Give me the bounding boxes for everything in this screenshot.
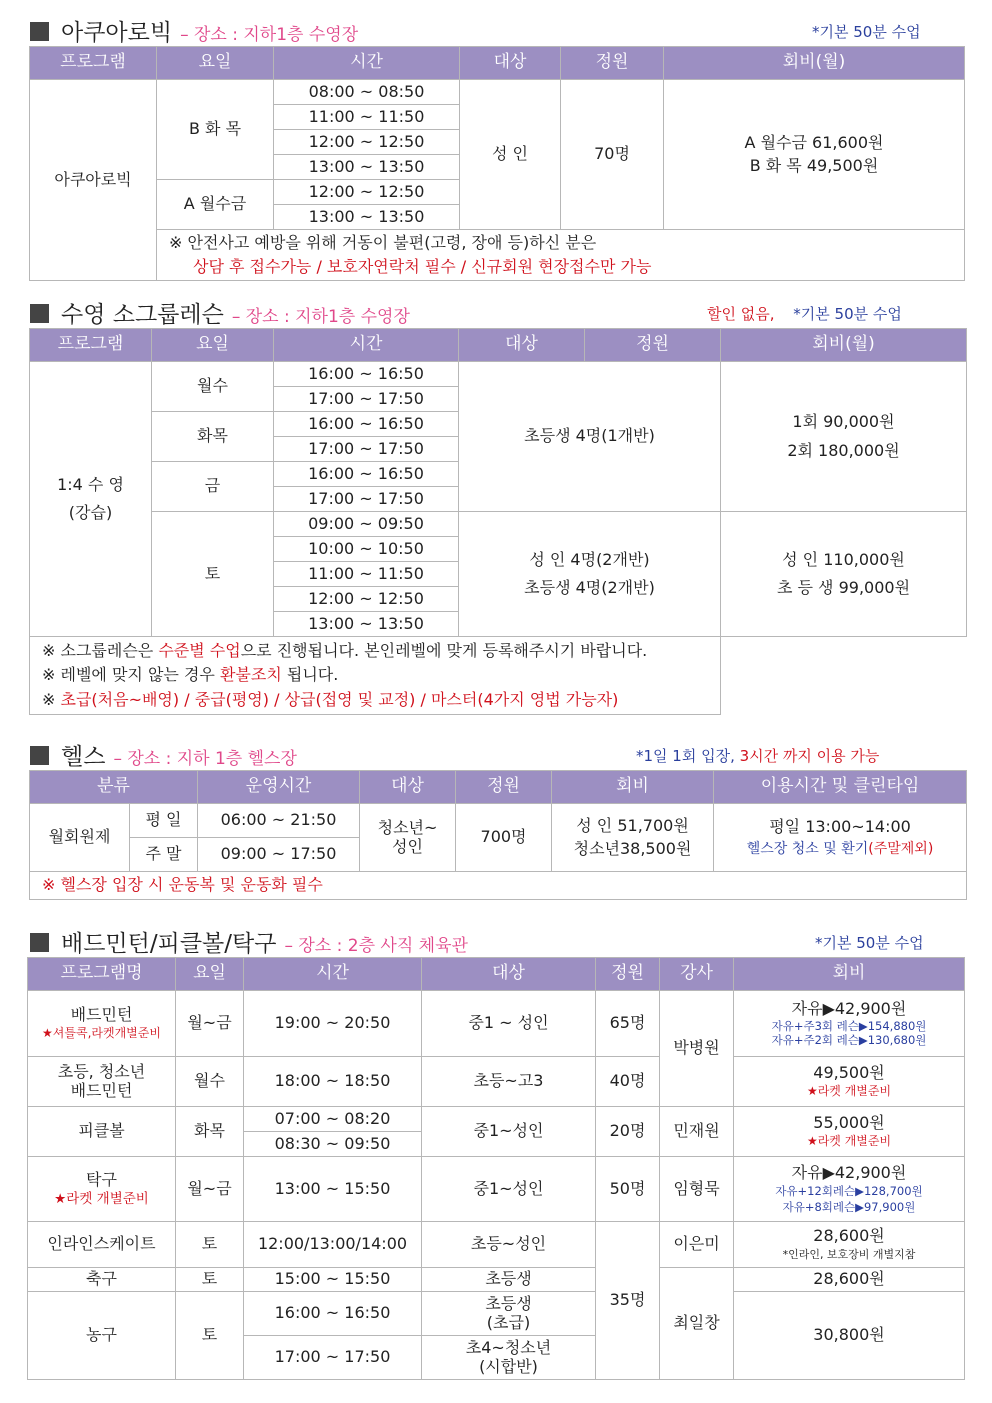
instructor-cell: 민재원 [660,1107,734,1157]
notice-emphasis: 수준별 수업 [158,640,241,660]
header-cell: 요일 [176,958,244,991]
fee-line: 청소년38,500원 [573,839,692,858]
health-notice: ※ 헬스장 입장 시 운동복 및 운동화 필수 [30,872,967,900]
fee-sub: 자유+8회레슨▶97,900원 [782,1199,916,1214]
program-sub: ★셔틀콕,라켓개별준비 [42,1025,161,1040]
clean-text: 헬스장 청소 및 환기 [746,841,869,858]
day-cell: 화목 [176,1107,244,1157]
header-cell: 회비 [552,771,714,804]
fee-line: 성 인 110,000원 [782,549,905,569]
header-cell: 분류 [30,771,198,804]
day-cell: 금 [152,462,274,512]
sports-section-title [30,925,468,958]
time-cell: 10:00 ~ 10:50 [274,537,459,562]
capacity-cell: 35명 [596,1222,660,1380]
program-sub: ★라켓 개별준비 [54,1190,149,1207]
fee-cell [721,512,967,637]
target-line: 초4~청소년 [465,1338,552,1358]
time-cell: 15:00 ~ 15:50 [244,1268,422,1292]
aqua-title: 아쿠아로빅 [61,20,173,46]
fee-line: B 화 목 49,500원 [749,155,879,175]
notice-emphasis: 환불조치 [219,665,282,685]
capacity-cell: 20명 [596,1107,660,1157]
time-cell: 08:00 ~ 08:50 [274,80,460,105]
header-cell: 정원 [585,329,721,362]
fee-cell [721,362,967,512]
notice-line: 상담 후 접수가능 / 보호자연락처 필수 / 신규회원 현장접수만 가능 [193,256,652,276]
time-cell: 13:00 ~ 15:50 [244,1157,422,1222]
fee-cell [664,80,965,230]
header-cell: 대상 [460,47,561,80]
fee-sub: ★라켓 개별준비 [806,1084,892,1099]
square-bullet-icon [30,933,49,952]
time-cell: 17:00 ~ 17:50 [244,1336,422,1380]
fee-cell [734,1157,965,1222]
fee-line: 1회 90,000원 [792,412,895,432]
target-cell: 초등~성인 [422,1222,596,1268]
header-cell: 시간 [244,958,422,991]
square-bullet-icon [30,304,49,323]
target-line: 성 인 4명(2개반) [529,549,650,569]
swim-section-title [30,296,410,329]
fee-cell [734,1222,965,1268]
program-cell: 아쿠아로빅 [30,80,157,281]
fee-sub: 자유+주2회 레슨▶130,680원 [771,1032,927,1047]
fee-sub: 자유+주3회 레슨▶154,880원 [771,1019,927,1034]
target-line: (시합반) [479,1356,538,1376]
program-name: 배드민턴 [70,1005,133,1025]
sports-location: – 장소 : 2층 사직 체육관 [284,936,468,956]
program-cell: 피클볼 [28,1107,176,1157]
day-cell: 월수 [176,1057,244,1107]
program-name: 초등, 청소년 [57,1062,146,1082]
fee-cell: 30,800원 [734,1292,965,1380]
day-cell: 주 말 [130,838,198,872]
header-cell: 프로그램 [30,329,152,362]
clean-line: 평일 13:00~14:00 [769,816,911,836]
notice-text: ※ [42,689,61,709]
notice-line: ※ 안전사고 예방을 위해 거동이 불편(고령, 장애 등)하신 분은 [169,233,597,253]
target-line: 초등생 4명(2개반) [524,578,655,597]
fee-cell [734,1057,965,1107]
day-cell: 토 [152,512,274,637]
header-cell: 운영시간 [198,771,360,804]
header-cell: 요일 [152,329,274,362]
square-bullet-icon [30,22,49,41]
target-cell [459,512,721,637]
day-cell: B 화 목 [157,80,274,180]
notice-text: 으로 진행됩니다. 본인레벨에 맞게 등록해주시기 바랍니다. [240,640,648,660]
fee-sub: 자유+12회레슨▶128,700원 [775,1184,923,1199]
time-cell: 19:00 ~ 20:50 [244,991,422,1057]
header-cell: 회비(월) [664,47,965,80]
header-cell: 시간 [274,329,459,362]
fee-cell [552,804,714,872]
program-cell: 인라인스케이트 [28,1222,176,1268]
target-line: 초등생 [485,1294,532,1314]
capacity-cell: 65명 [596,991,660,1057]
target-cell: 중1~성인 [422,1157,596,1222]
header-cell: 회비(월) [721,329,967,362]
day-cell: 평 일 [130,804,198,838]
time-cell: 12:00 ~ 12:50 [274,130,460,155]
swim-location: – 장소 : 지하1층 수영장 [231,307,410,327]
header-cell: 시간 [274,47,460,80]
time-cell: 12:00 ~ 12:50 [274,180,460,205]
capacity-cell: 40명 [596,1057,660,1107]
time-cell: 11:00 ~ 11:50 [274,105,460,130]
time-cell: 17:00 ~ 17:50 [274,487,459,512]
program-cell: 축구 [28,1268,176,1292]
fee-line: 초 등 생 99,000원 [776,578,911,597]
fee-cell [734,991,965,1057]
swim-table [29,328,967,715]
aqua-table [29,46,965,281]
notice-line [42,691,720,709]
program-line: (강습) [68,503,113,522]
target-cell: 성 인 [460,80,561,230]
swim-class-note: *기본 50분 수업 [793,305,902,323]
target-cell: 초등~고3 [422,1057,596,1107]
program-line: 1:4 수 영 [57,474,124,494]
day-cell: 토 [176,1292,244,1380]
time-cell: 16:00 ~ 16:50 [244,1292,422,1336]
health-note-red: 3시간 까지 이용 가능 [739,747,880,765]
notice-emphasis: 초급(처음~배영) / 중급(평영) / 상급(접영 및 교정) / 마스터(4가지 영법 가능자) [60,689,619,709]
day-cell: 토 [176,1222,244,1268]
header-cell: 대상 [459,329,585,362]
day-cell: 월~금 [176,991,244,1057]
time-cell: 11:00 ~ 11:50 [274,562,459,587]
fee-line: A 월수금 61,600원 [744,133,884,153]
time-cell: 13:00 ~ 13:50 [274,205,460,230]
fee-cell: 28,600원 [734,1268,965,1292]
instructor-cell: 이은미 [660,1222,734,1268]
health-section-title [30,738,297,771]
program-name: 탁구 [86,1169,117,1189]
fee-cell [734,1107,965,1157]
clean-time-cell [714,804,967,872]
sports-title: 배드민턴/피클볼/탁구 [61,931,277,957]
capacity-cell: 70명 [561,80,664,230]
swim-notice [30,637,721,715]
aqua-section-title [30,14,358,47]
notice-text: 됩니다. [281,665,339,685]
header-cell: 프로그램 [30,47,157,80]
day-cell: 토 [176,1268,244,1292]
target-line: (초급) [486,1312,531,1332]
time-cell: 12:00 ~ 12:50 [274,587,459,612]
fee-main: 55,000원 [813,1112,885,1132]
time-cell: 18:00 ~ 18:50 [244,1057,422,1107]
program-cell [30,362,152,637]
no-discount-note: 할인 없음, [707,305,775,323]
day-cell: A 월수금 [157,180,274,230]
target-cell [422,1336,596,1380]
time-cell: 08:30 ~ 09:50 [244,1132,422,1157]
fee-main: 자유▶42,900원 [791,1163,907,1183]
fee-main: 자유▶42,900원 [791,999,907,1019]
program-cell [28,991,176,1057]
header-cell: 정원 [596,958,660,991]
day-cell: 월수 [152,362,274,412]
aqua-location: – 장소 : 지하1층 수영장 [180,25,359,45]
header-cell: 이용시간 및 클린타임 [714,771,967,804]
header-cell: 프로그램명 [28,958,176,991]
instructor-cell: 박병원 [660,991,734,1107]
header-cell: 대상 [422,958,596,991]
header-cell: 요일 [157,47,274,80]
health-note-blue: *1일 1회 입장, [636,747,740,765]
aqua-notice [157,230,965,281]
clean-line [714,841,966,857]
time-cell: 17:00 ~ 17:50 [274,387,459,412]
category-cell: 월회원제 [30,804,130,872]
instructor-cell: 최일창 [660,1268,734,1380]
instructor-cell: 임형묵 [660,1157,734,1222]
program-name: 배드민턴 [70,1080,133,1100]
program-cell [28,1057,176,1107]
health-title: 헬스 [61,744,106,770]
fee-main: 49,500원 [813,1062,885,1082]
time-cell: 16:00 ~ 16:50 [274,462,459,487]
time-cell: 12:00/13:00/14:00 [244,1222,422,1268]
header-cell: 정원 [561,47,664,80]
health-location: – 장소 : 지하 1층 헬스장 [113,749,297,769]
clean-emphasis: (주말제외) [868,841,934,858]
time-cell: 06:00 ~ 21:50 [198,804,360,838]
target-cell [422,1292,596,1336]
aqua-note: *기본 50분 수업 [812,23,921,41]
target-cell: 중1 ~ 성인 [422,991,596,1057]
day-cell: 화목 [152,412,274,462]
square-bullet-icon [30,746,49,765]
capacity-cell: 50명 [596,1157,660,1222]
swim-title: 수영 소그룹레슨 [61,302,224,328]
time-cell: 13:00 ~ 13:50 [274,612,459,637]
sports-table [27,957,965,1380]
time-cell: 17:00 ~ 17:50 [274,437,459,462]
time-cell: 13:00 ~ 13:50 [274,155,460,180]
notice-line [42,666,720,684]
time-cell: 16:00 ~ 16:50 [274,412,459,437]
target-cell: 청소년~ 성인 [360,804,456,872]
program-cell: 농구 [28,1292,176,1380]
target-cell: 초등생 4명(1개반) [459,362,721,512]
time-cell: 09:00 ~ 17:50 [198,838,360,872]
sports-note: *기본 50분 수업 [815,934,924,952]
capacity-cell: 700명 [456,804,552,872]
header-cell: 강사 [660,958,734,991]
fee-main: 28,600원 [813,1226,885,1246]
fee-line: 성 인 51,700원 [576,815,689,835]
fee-sub: ★라켓 개별준비 [806,1134,892,1149]
time-cell: 16:00 ~ 16:50 [274,362,459,387]
notice-line [42,642,720,660]
day-cell: 월~금 [176,1157,244,1222]
target-cell: 초등생 [422,1268,596,1292]
time-cell: 07:00 ~ 08:20 [244,1107,422,1132]
notice-text: ※ 소그룹레슨은 [42,640,159,660]
notice-text: ※ 레벨에 맞지 않는 경우 [42,665,220,685]
program-cell [28,1157,176,1222]
header-cell: 회비 [734,958,965,991]
header-cell: 대상 [360,771,456,804]
health-table [29,770,967,900]
time-cell: 09:00 ~ 09:50 [274,512,459,537]
fee-sub: *인라인, 보호장비 개별지참 [782,1247,916,1261]
header-cell: 정원 [456,771,552,804]
target-cell: 중1~성인 [422,1107,596,1157]
fee-line: 2회 180,000원 [787,440,900,460]
health-note [636,745,879,766]
swim-note [707,303,902,324]
